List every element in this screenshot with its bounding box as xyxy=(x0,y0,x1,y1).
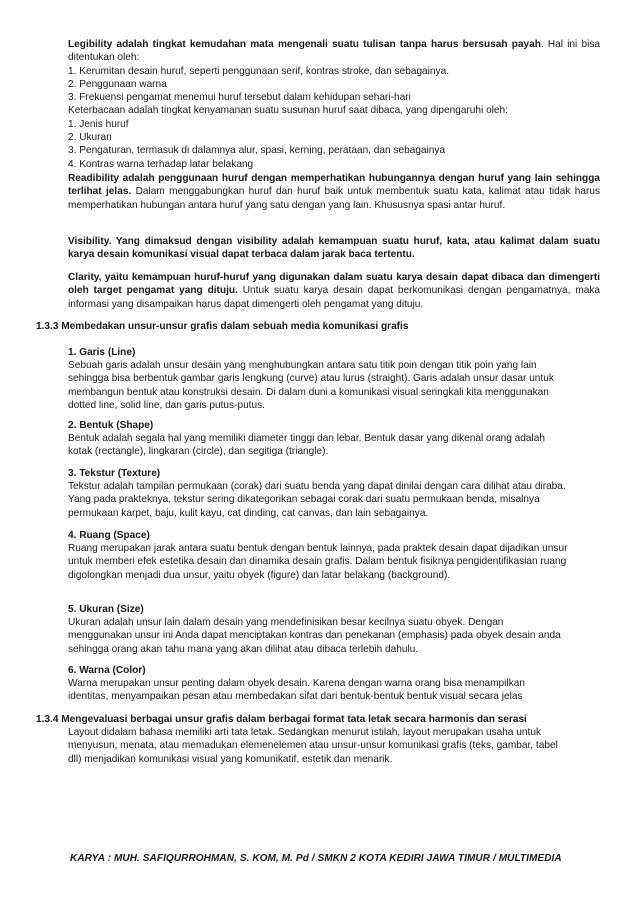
visibility-lead: Visibility. Yang dimaksud dengan visibility adalah kemampuan suatu huruf, kata, atau kalimat dalam suatu karya desain komunikasi visual dapat terbaca dalam jarak baca tertentu. xyxy=(68,236,600,261)
readibility-lead: Readibility adalah penggunaan huruf dengan memperhatikan hubungannya dengan huruf yang lain sehingga terlihat jelas. xyxy=(68,173,600,198)
page-footer: KARYA : MUH. SAFIQURROHMAN, S. KOM, M. Pd / SMKN 2 KOTA KEDIRI JAWA TIMUR / MULTIMEDIA xyxy=(70,853,562,864)
text-line: membangun bentuk atau konstruksi desain. Di dalam duni a komunikasi visual seringkali kita menggunakan xyxy=(68,386,549,398)
text-line: Layout didalam bahasa memiliki arti tata letak. Sedangkan menurut istilah, layout merupakan usaha untuk xyxy=(68,727,541,738)
ruang-title: 4. Ruang (Space) xyxy=(68,530,150,541)
text-line: sehingga orang akan tahu mana yang akan dilihat atau dibaca terlebih dahulu. xyxy=(68,643,419,655)
warna-title: 6. Warna (Color) xyxy=(68,665,146,676)
text-line: Ukuran adalah unsur lain dalam desain yang mendefinisikan besar kecilnya suatu obyek. Dengan xyxy=(68,617,504,628)
warna-body xyxy=(68,677,600,704)
ukuran-body xyxy=(68,616,600,656)
list-item: 2. Penggunaan warna xyxy=(68,78,167,90)
text-line: Warna merupakan unsur penting dalam obyek desain. Karena dengan warna orang bisa menampilkan xyxy=(68,678,525,689)
bentuk-body xyxy=(68,432,600,459)
text-line: dll) menjadikan komunikasi visual yang komunikatif, estetik dan menarik. xyxy=(68,753,393,765)
text-line: untuk memberi efek estetika desain dan dinamika desain grafis. Dalam bentuk fisiknya pengidentifikasian ruang xyxy=(68,556,567,568)
text-line: menyusun, menata, atau memadukan elemenelemen atau unsur-unsur komunikasi grafis (teks, gambar, tabel xyxy=(68,740,558,752)
text-line: dotted line, solid line, dan garis putus-putus. xyxy=(68,399,265,411)
visibility-paragraph xyxy=(68,235,600,262)
list-item: 2. Ukuran xyxy=(68,132,112,144)
text-line: Bentuk adalah segala hal yang memiliki diameter tinggi dan lebar. Bentuk dasar yang dikenal orang adalah xyxy=(68,433,545,444)
text-line: digolongkan menjadi dua unsur, yaitu obyek (figure) dan latar belakang (background). xyxy=(68,569,451,581)
legibility-paragraph xyxy=(68,38,600,65)
section-133-heading: 1.3.3 Membedakan unsur-unsur grafis dalam sebuah media komunikasi grafis xyxy=(36,321,409,332)
tekstur-title: 3. Tekstur (Texture) xyxy=(68,468,161,479)
list-item: 4. Kontras warna terhadap latar belakang xyxy=(68,158,254,170)
text-line: sehingga bisa berbentuk gambar garis lengkung (curve) atau lurus (straight). Garis adalah unsur dasar untuk xyxy=(68,373,554,385)
text-line: identitas, menyampaikan pesan atau membedakan sifat dari bentuk-bentuk bentuk visual secara jelas xyxy=(68,691,523,703)
text-line: Tekstur adalah tampilan permukaan (corak) dari suatu benda yang dapat dinilai dengan cara dilihat atau diraba. xyxy=(68,481,566,492)
list-item: 1. Jenis huruf xyxy=(68,118,129,130)
keterbacaan-text: Keterbacaan adalah tingkat kenyamanan suatu susunan huruf saat dibaca, yang dipengaruhi oleh: xyxy=(68,105,508,117)
text-line: Yang pada prakteknya, tekstur sering dikategorikan sebagai corak dari suatu permukaan benda, misalnya xyxy=(68,494,540,506)
legibility-lead: Legibility adalah tingkat kemudahan mata mengenali suatu tulisan tanpa harus bersusah payah xyxy=(68,39,541,50)
section-134-heading: 1.3.4 Mengevaluasi berbagai unsur grafis dalam berbagai format tata letak secara harmonis dan serasi xyxy=(36,714,527,725)
list-item: 1. Kerumitan desain huruf, seperti penggunaan serif, kontras stroke, dan sebagainya. xyxy=(68,65,449,77)
bentuk-title: 2. Bentuk (Shape) xyxy=(68,420,154,431)
ruang-body xyxy=(68,542,600,582)
list-item: 3. Pengaturan, termasuk di dalamnya alur, spasi, kerning, perataan, dan sebagainya xyxy=(68,145,446,157)
list-item: 3. Frekuensi pengamat menemui huruf tersebut dalam kehidupan sehari-hari xyxy=(68,92,411,104)
legibility-lead-rest: . Hal ini bisa ditentukan oleh: xyxy=(68,39,600,64)
section-134-body xyxy=(68,726,600,766)
readibility-paragraph xyxy=(68,172,600,212)
garis-body xyxy=(68,359,600,412)
text-line: Sebuah garis adalah unsur desain yang menghubungkan antara satu titik poin dengan titik poin yang lain xyxy=(68,360,537,371)
clarity-lead: Clarity, yaitu kemampuan huruf-huruf yang digunakan dalam suatu karya desain dapat dibaca dan dimengerti oleh target pengamat yang dituju. xyxy=(68,272,600,297)
text-line: Ruang merupakan jarak antara suatu bentuk dengan bentuk lainnya, pada praktek desain dapat dijadikan unsur xyxy=(68,543,568,554)
text-line: menggunakan unsur ini Anda dapat menciptakan kontras dan penekanan (emphasis) pada obyek desain anda xyxy=(68,630,561,642)
garis-title: 1. Garis (Line) xyxy=(68,347,136,358)
legibility-list xyxy=(68,65,600,171)
ukuran-title: 5. Ukuran (Size) xyxy=(68,604,144,615)
tekstur-body xyxy=(68,480,600,520)
clarity-rest: Untuk suatu karya desain dapat berkomunikasi dengan pengamatnya, maka informasi yang disampaikan harus dapat dimengerti oleh pengamat yang dituju. xyxy=(68,285,601,310)
clarity-paragraph xyxy=(68,271,600,311)
text-line: permukaan karpet, baju, kulit kayu, cat dinding, cat canvas, dan lain sebagainya. xyxy=(68,507,429,519)
readibility-rest: Dalam menggabungkan huruf dan huruf baik untuk membentuk suatu kata, kalimat atau tidak harus memperhatikan hubungan antara huruf yang satu dengan yang lain. Khususnya spasi antar huruf. xyxy=(68,186,600,211)
text-line: kotak (rectangle), lingkaran (circle), dan segitiga (triangle). xyxy=(68,446,329,458)
